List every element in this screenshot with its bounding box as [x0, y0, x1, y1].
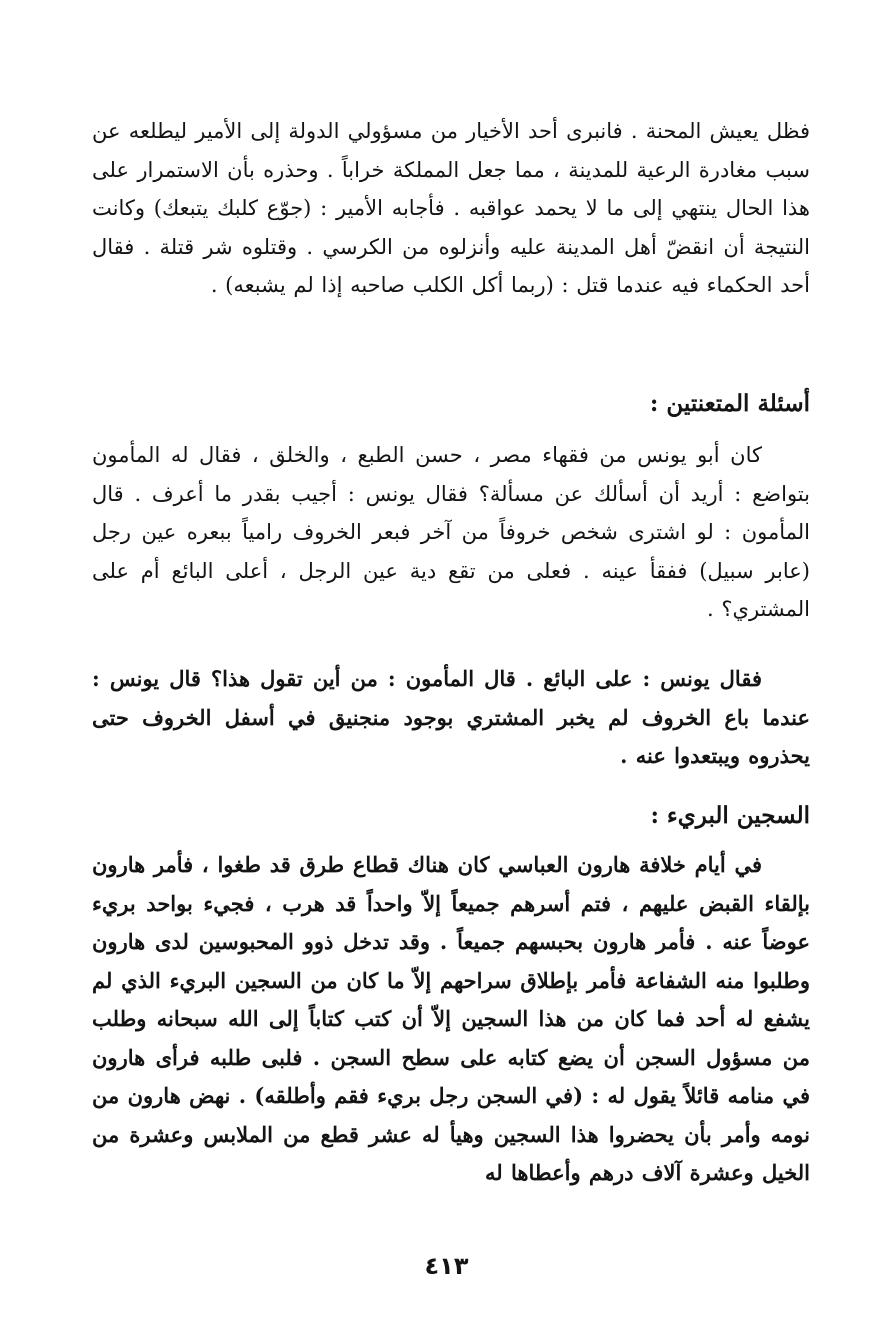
paragraph-abu-yunus-question: كان أبو يونس من فقهاء مصر ، حسن الطبع ، والخلق ، فقال له المأمون بتواضع : أريد أن أسألك عن مسألة؟ فقال يونس : أجيب بقدر ما أعرف . قال المأمون : لو اشترى شخص خروفاً من آخر فبعر الخروف رامياً ببعره عين رجل (عابر سبيل) ففقأ عينه . فعلى من تقع دية عين الرجل ، أعلى البائع أم على المشتري؟ .	[92, 443, 810, 621]
paragraph-yunus-answer: فقال يونس : على البائع . قال المأمون : من أين تقول هذا؟ قال يونس : عندما باع الخروف لم يخبر المشتري بوجود منجنيق في أسفل الخروف حتى يحذروه ويبتعدوا عنه .	[92, 666, 810, 768]
book-page	[92, 104, 810, 1304]
section-heading-innocent-prisoner: السجين البريء :	[650, 802, 810, 829]
section-heading-questions: أسئلة المتعنتين :	[649, 390, 810, 417]
paragraph-tyrant-prince: فظل يعيش المحنة . فانبرى أحد الأخيار من مسؤولي الدولة إلى الأمير ليطلعه عن سبب مغادرة الرعية للمدينة ، مما جعل المملكة خراباً . وحذره بأن الاستمرار على هذا الحال ينتهي إلى ما لا يحمد عواقبه . فأجابه الأمير : (جوّع كلبك يتبعك) وكانت النتيجة أن انقضّ أهل المدينة عليه وأنزلوه من الكرسي . وقتلوه شر قتلة . فقال أحد الحكماء فيه عندما قتل : (ربما أكل الكلب صاحبه إذا لم يشبعه) .	[92, 119, 810, 297]
page-number: ٤١٣	[424, 1252, 469, 1280]
paragraph-innocent-prisoner-story: في أيام خلافة هارون العباسي كان هناك قطاع طرق قد طغوا ، فأمر هارون بإلقاء القبض عليهم ، فتم أسرهم جميعاً إلاّ واحداً قد هرب ، فجيء بواحد بريء عوضاً عنه . فأمر هارون بحبسهم جميعاً . وقد تدخل ذوو المحبوسين لدى هارون وطلبوا منه الشفاعة فأمر بإطلاق سراحهم إلاّ ما كان من السجين البريء الذي لم يشفع له أحد فما كان من هذا السجين إلاّ أن كتب كتاباً إلى الله سبحانه وطلب من مسؤول السجن أن يضع كتابه على سطح السجن . فلبى طلبه فرأى هارون في منامه قائلاً يقول له : (في السجن رجل بريء فقم وأطلقه) . نهض هارون من نومه وأمر بأن يحضروا هذا السجين وهيأ له عشر قطع من الملابس وعشرة من الخيل وعشرة آلاف درهم وأعطاها له	[92, 852, 810, 1185]
